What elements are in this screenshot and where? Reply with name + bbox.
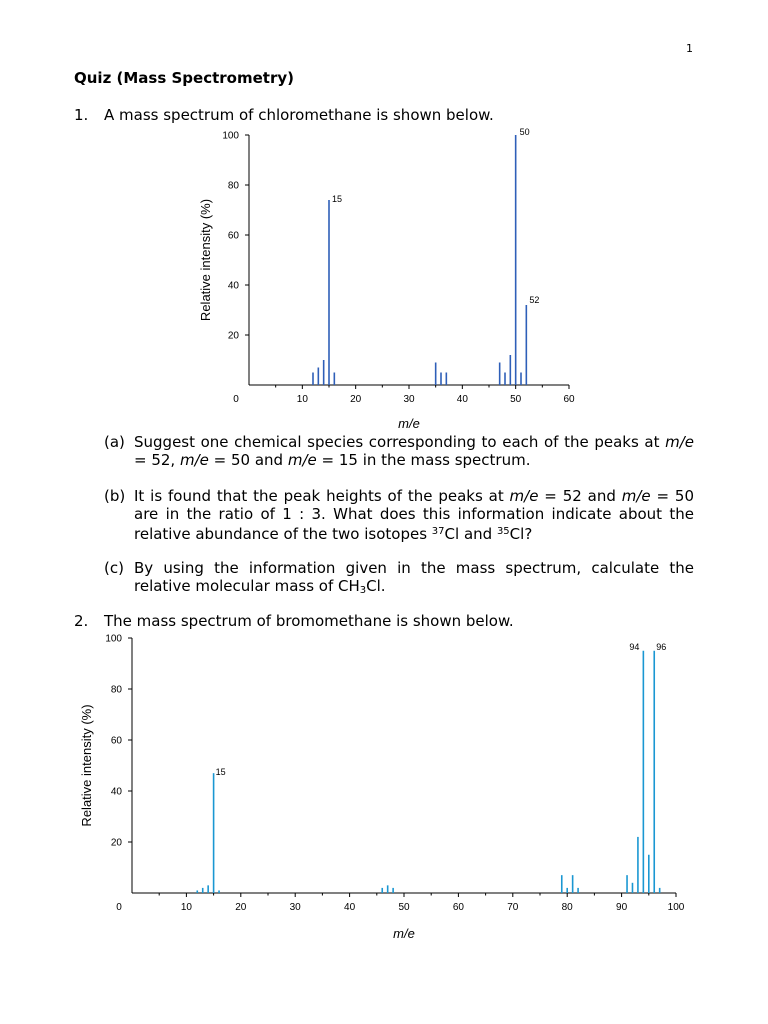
- chart1-peak-label: 52: [529, 295, 540, 305]
- chart1-x-axis-label: m/e: [398, 416, 420, 431]
- q1a-text-3: = 52,: [134, 451, 180, 469]
- q1c-subscript: 3: [359, 585, 367, 596]
- chart2-y-tick-label: 100: [105, 633, 122, 645]
- chart2-x-tick-label: 30: [289, 902, 301, 913]
- chart2-x-tick-label: 60: [452, 902, 464, 913]
- q1b-text-1: It is found that the peak heights of the peaks at: [134, 487, 510, 505]
- q1a-text-7: = 15 in the mass spectrum.: [316, 451, 531, 469]
- page-number: 1: [686, 42, 693, 55]
- question-1-text: A mass spectrum of chloromethane is shown below.: [104, 106, 494, 124]
- chart2-marks: [79, 634, 685, 942]
- chart1-x-tick-label: 50: [510, 394, 522, 405]
- q1b-text-3: = 52 and: [538, 487, 622, 505]
- chart2-y-tick-label: 20: [110, 837, 122, 849]
- q1b-text-5: = 50 are in the ratio of 1 : 3. What does this information indicate about the relative abundance of the two isotopes: [134, 487, 694, 543]
- q1b-text-4: m/e: [621, 487, 651, 505]
- question-1-number: 1.: [74, 106, 89, 124]
- chart1-y-tick-label: 100: [222, 130, 239, 142]
- chart1-x-tick-label: 30: [403, 394, 415, 405]
- q1b-iso-37: 37: [431, 526, 445, 537]
- chart1-y-tick-label: 60: [227, 230, 239, 242]
- q1c-text-3: Cl.: [366, 577, 386, 595]
- q1c-text-1: By using the information given in the mass spectrum, calculate the relative molecular mass of CH: [134, 559, 694, 595]
- chart2-x-tick-label: 20: [235, 902, 247, 913]
- chart2-x-tick-label: 0: [116, 902, 122, 913]
- q1b-text-9: Cl?: [509, 525, 533, 543]
- q1a-text-2: m/e: [665, 433, 694, 451]
- chart2-x-tick-label: 100: [667, 902, 685, 913]
- question-1a-label: (a): [104, 433, 125, 451]
- chart2-peak-label: 94: [629, 641, 640, 652]
- chart2-y-tick-label: 60: [110, 735, 122, 747]
- chart2-x-tick-label: 70: [507, 902, 519, 913]
- chart2-peak-label: 15: [215, 767, 226, 778]
- question-2-number: 2.: [74, 612, 89, 630]
- q1a-text-4: m/e: [179, 451, 209, 469]
- chart1-peak-label: 15: [332, 194, 343, 204]
- q1b-iso-35: 35: [496, 526, 510, 537]
- q1b-text-7: Cl and: [444, 525, 497, 543]
- q1a-text-1: Suggest one chemical species corresponding to each of the peaks at: [134, 433, 666, 451]
- chart2-peak-label: 96: [656, 641, 667, 652]
- chart1-y-tick-label: 20: [227, 330, 239, 342]
- q1a-text-6: m/e: [287, 451, 317, 469]
- chart2-x-tick-label: 50: [398, 902, 410, 913]
- chart2-y-tick-label: 40: [110, 786, 122, 798]
- chart1-peak-label: 50: [519, 127, 530, 137]
- chart1-y-tick-label: 40: [227, 280, 239, 292]
- question-1b-label: (b): [104, 487, 126, 505]
- chart1-x-tick-label: 20: [350, 394, 362, 405]
- chart1-y-tick-label: 80: [227, 180, 239, 192]
- chart2-y-axis-label: Relative intensity (%): [79, 704, 94, 827]
- q1b-text-2: m/e: [509, 487, 539, 505]
- question-2-text: The mass spectrum of bromomethane is shown below.: [104, 612, 514, 630]
- chart2-y-tick-label: 80: [110, 684, 122, 696]
- chart2-x-tick-label: 90: [616, 902, 628, 913]
- chart1-x-tick-label: 40: [456, 394, 468, 405]
- chart1-x-tick-label: 10: [296, 394, 308, 405]
- chart2-x-tick-label: 40: [344, 902, 356, 913]
- chart2-x-tick-label: 10: [180, 902, 192, 913]
- q1a-text-5: = 50 and: [208, 451, 288, 469]
- chart1-x-tick-label: 60: [563, 394, 575, 405]
- chart2-x-tick-label: 80: [561, 902, 573, 913]
- chart2-x-axis-label: m/e: [393, 926, 415, 941]
- chart1-x-tick-label: 0: [233, 394, 239, 405]
- chart1-y-axis-label: Relative intensity (%): [198, 198, 213, 322]
- quiz-title: Quiz (Mass Spectrometry): [74, 69, 294, 87]
- question-1c-label: (c): [104, 559, 124, 577]
